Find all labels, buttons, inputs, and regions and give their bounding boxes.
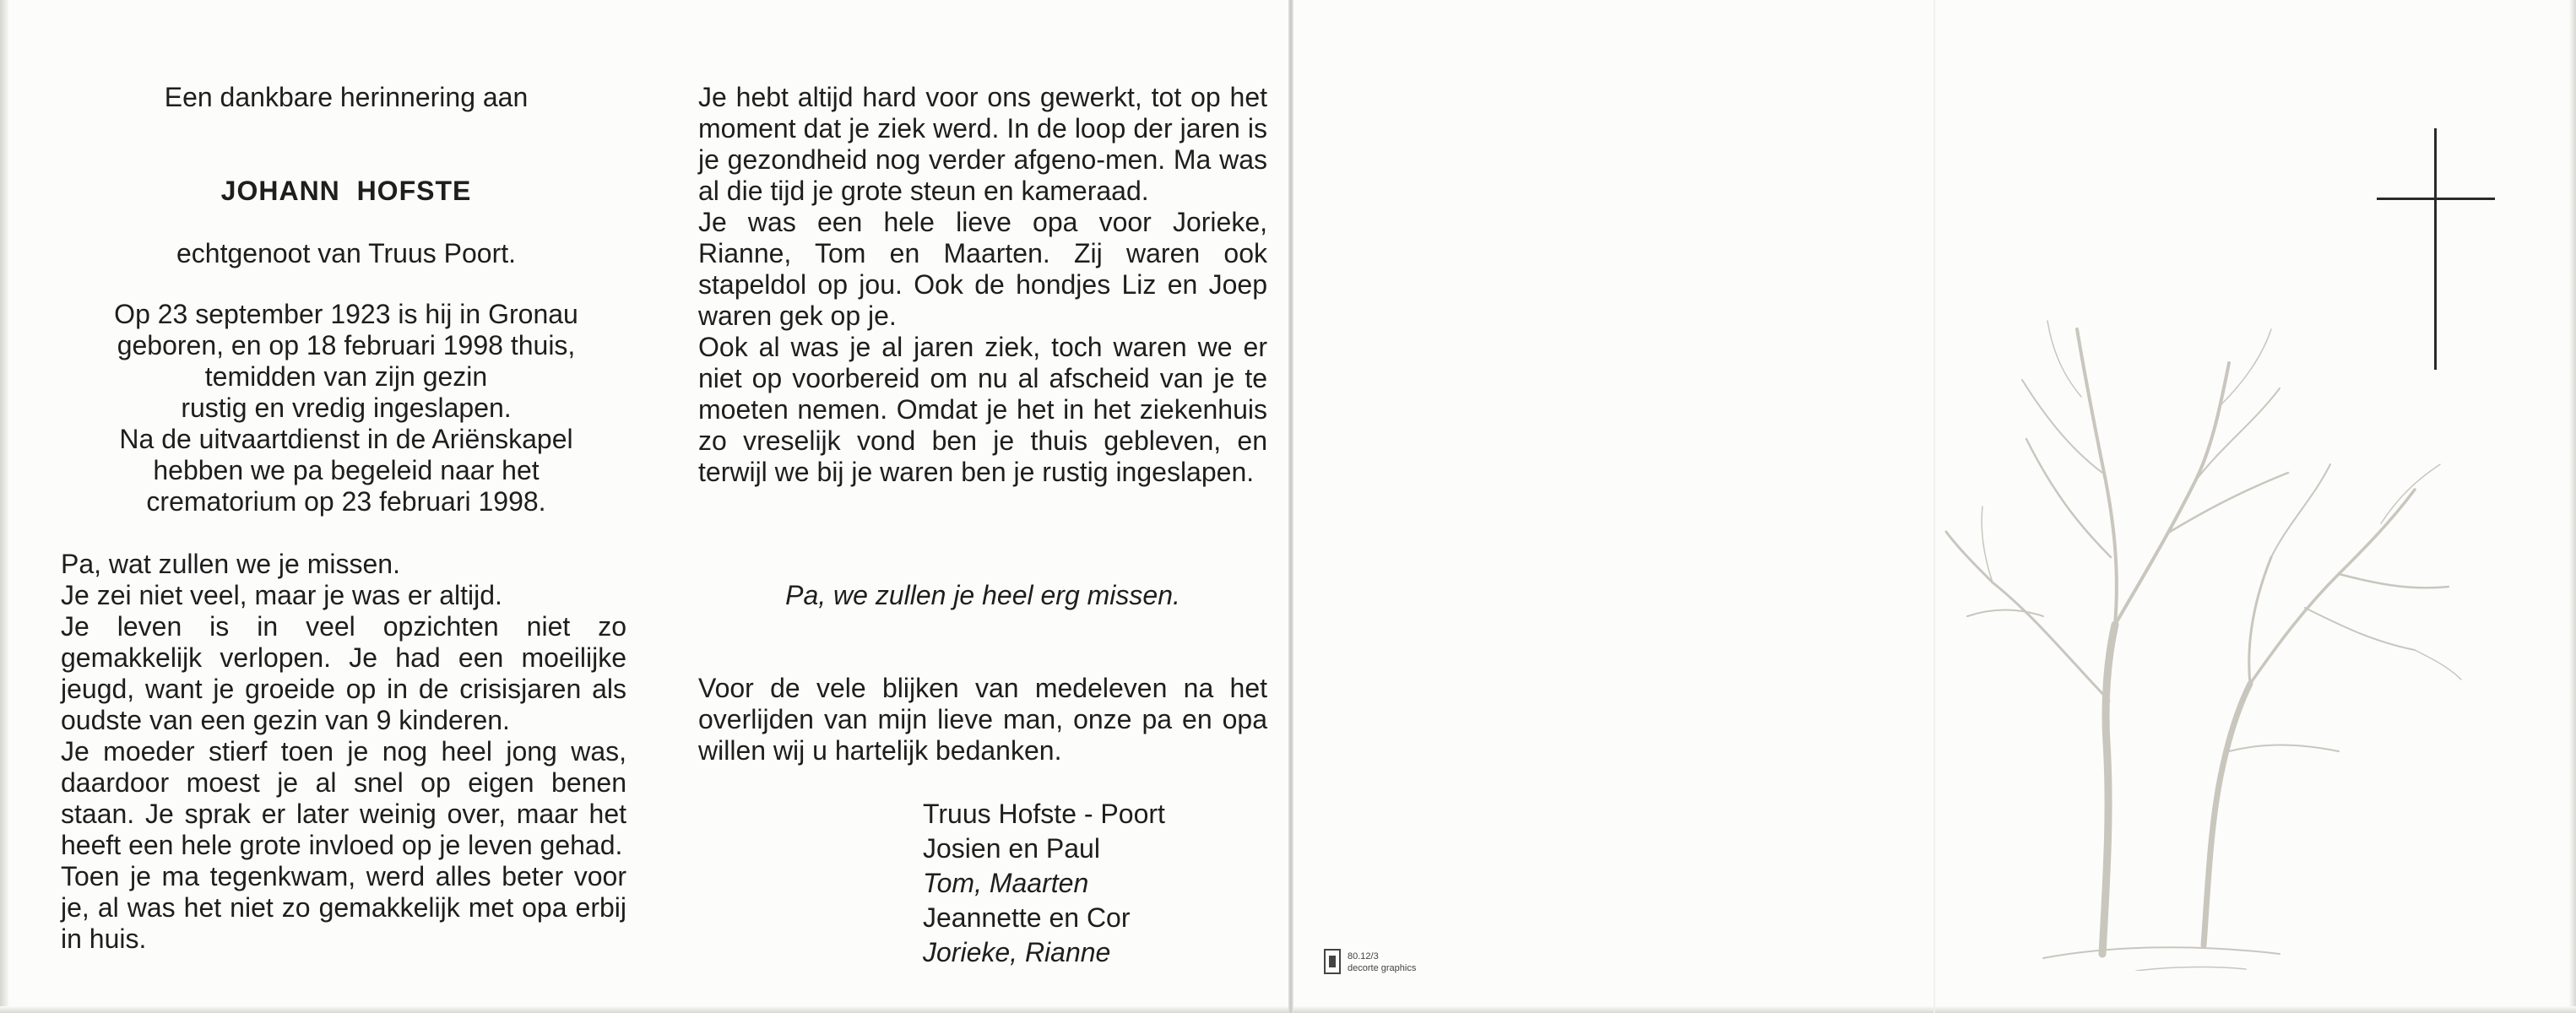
spouse-line: echtgenoot van Truus Poort. <box>176 238 517 268</box>
card-edge-right <box>2569 0 2576 1013</box>
birth-death-line: temidden van zijn gezin <box>204 361 488 392</box>
birth-death-block <box>68 299 625 517</box>
printer-logo <box>1324 949 1493 979</box>
closing-line: Pa, we zullen je heel erg missen. <box>785 580 1180 610</box>
card-edge-left <box>0 0 8 1013</box>
signature-line: Jorieke, Rianne <box>923 937 1111 967</box>
birth-death-line: geboren, en op 18 februari 1998 thuis, <box>117 330 576 360</box>
tribute-paragraph: Toen je ma tegenkwam, werd alles beter voor je, al was het niet zo gemakkelijk met opa erbij in huis. <box>61 861 626 954</box>
tribute-paragraph: Je moeder stierf toen je nog heel jong was, daardoor moest je al snel op eigen benen staan. Je sprak er later weinig over, maar het heeft een hele grote invloed op je leven gehad. <box>61 736 626 860</box>
birth-death-line: rustig en vredig ingeslapen. <box>181 393 512 423</box>
tribute-paragraph: Pa, wat zullen we je missen. <box>61 549 400 579</box>
memories-block <box>698 82 1267 488</box>
printer-logo-icon <box>1324 949 1341 974</box>
deceased-name: JOHANN HOFSTE <box>220 176 472 206</box>
memory-paragraph: Je hebt altijd hard voor ons gewerkt, tot op het moment dat je ziek werd. In de loop der jaren is je gezondheid nog verder afgeno-men. Ma was al die tijd je grote steun en kameraad. <box>698 82 1267 206</box>
tribute-paragraph: Je zei niet veel, maar je was er altijd. <box>61 580 502 610</box>
birth-death-line: Na de uitvaartdienst in de Ariënskapel <box>119 424 573 454</box>
signatures <box>923 797 1165 970</box>
signature-line: Josien en Paul <box>923 833 1100 864</box>
tribute-block <box>61 549 626 955</box>
printer-code: 80.12/3 <box>1348 951 1379 962</box>
intro-text: Een dankbare herinnering aan <box>164 82 529 112</box>
thanks-text: Voor de vele blijken van medeleven na het overlijden van mijn lieve man, onze pa en opa willen wij u hartelijk bedanken. <box>698 673 1267 766</box>
memory-paragraph: Je was een hele lieve opa voor Jorieke, Rianne, Tom en Maarten. Zij waren ook stapeldol op jou. Ook de hondjes Liz en Joep waren gek op je. <box>698 207 1267 331</box>
birth-death-line: Op 23 september 1923 is hij in Gronau <box>114 299 578 329</box>
tree-illustration <box>1942 304 2465 971</box>
signature-line: Tom, Maarten <box>923 868 1089 898</box>
memory-paragraph: Ook al was je al jaren ziek, toch waren we er niet op voorbereid om nu al afscheid van je te moeten nemen. Omdat je het in het ziekenhuis zo vreselijk vond ben je thuis gebleven, en terwijl we bij je waren ben je rustig ingeslapen. <box>698 332 1267 487</box>
printer-name: decorte graphics <box>1348 963 1417 973</box>
birth-death-line: crematorium op 23 februari 1998. <box>146 486 546 517</box>
card-fold <box>1288 0 1293 1013</box>
birth-death-line: hebben we pa begeleid naar het <box>153 455 540 485</box>
card-fold-back <box>1933 0 1935 1013</box>
signature-line: Jeannette en Cor <box>923 902 1131 933</box>
signature-line: Truus Hofste - Poort <box>923 799 1165 829</box>
tribute-paragraph: Je leven is in veel opzichten niet zo gemakkelijk verlopen. Je had een moeilijke jeugd, want je groeide op in de crisisjaren als oudste van een gezin van 9 kinderen. <box>61 611 626 735</box>
